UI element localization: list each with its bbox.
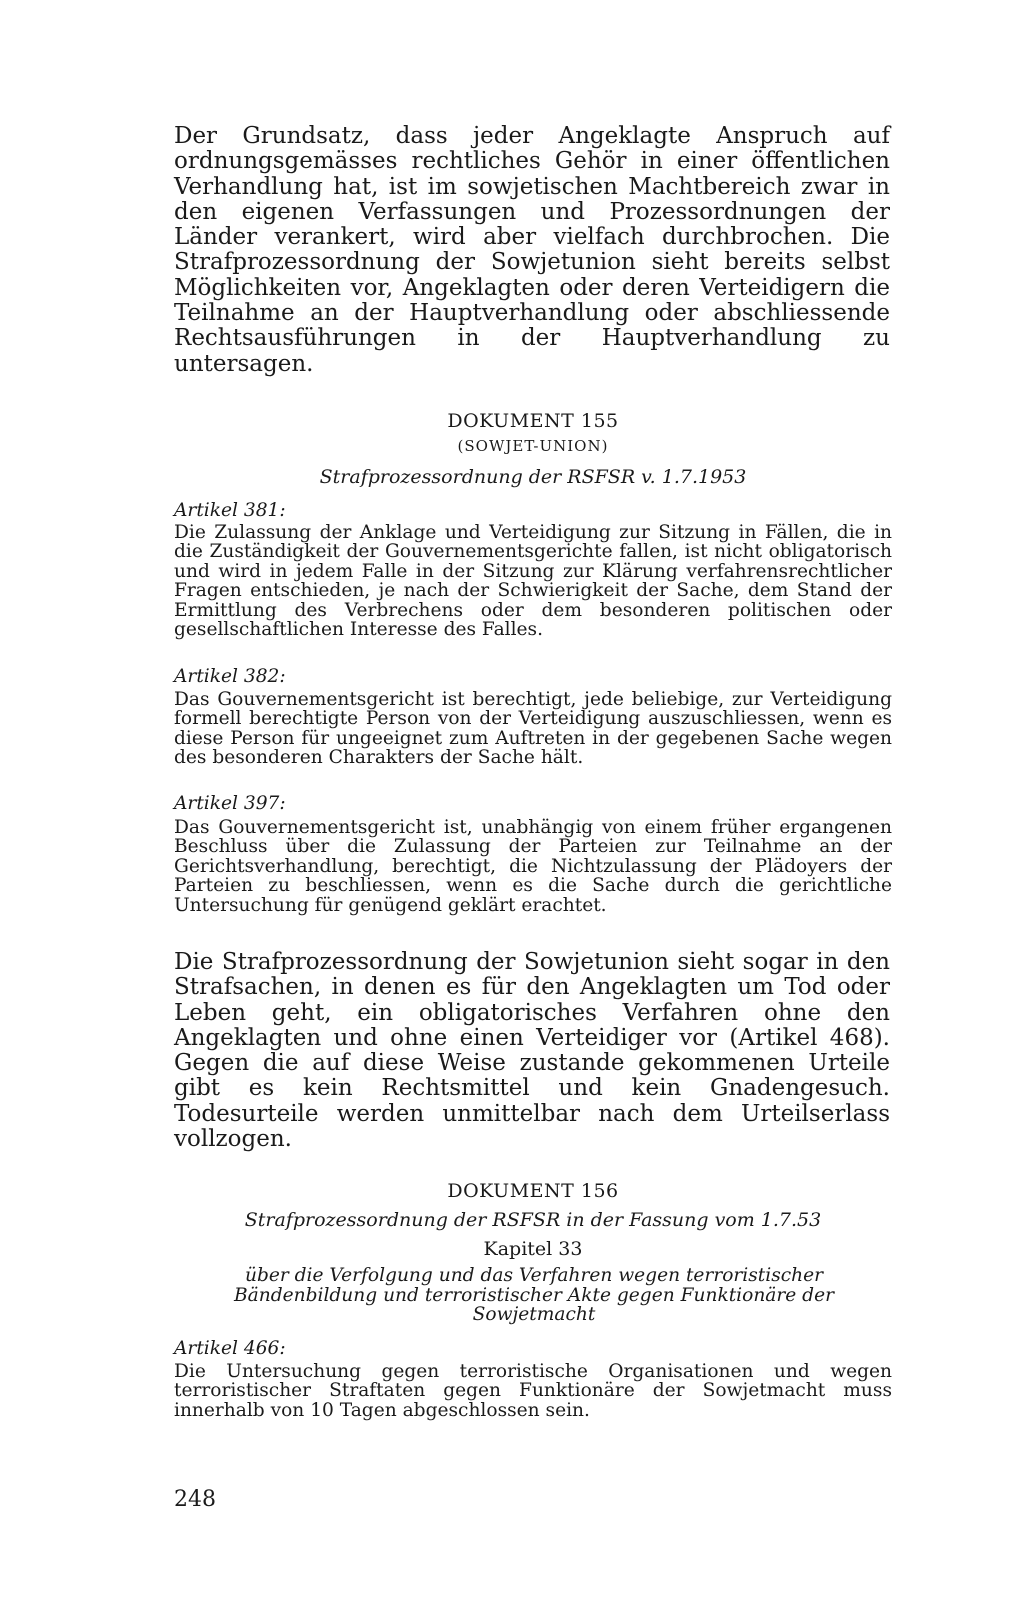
doc156-source: Strafprozessordnung der RSFSR in der Fassung vom 1.7.53: [244, 1209, 822, 1231]
article-466-label: Artikel 466:: [174, 1338, 286, 1359]
doc156-title: DOKUMENT 156: [447, 1180, 619, 1202]
intro-paragraph: Der Grundsatz, dass jeder Angeklagte Anspruch auf ordnungsgemässes rechtliches Gehör in einer öffentlichen Verhandlung hat, ist im sowjetischen Machtbereich zwar in den eigenen Verfassungen und Prozessordnungen der Länder verankert, wird aber vielfach durchbrochen. Die Strafprozessordnung der Sowjetunion sieht bereits selbst Möglichkeiten vor, Angeklagten oder deren Verteidigern die Teilnahme an der Hauptverhandlung oder abschliessende Rechtsausführungen in der Hauptverhandlung zu untersagen.: [174, 123, 890, 377]
article-397-text: Das Gouvernementsgericht ist, unabhängig von einem früher ergangenen Beschluss über die Zulassung der Parteien zur Teilnahme an der Gerichtsverhandlung, berechtigt, die Nichtzulassung der Plädoyers der Parteien zu beschliessen, wenn es die Sache durch die gerichtliche Untersuchung für genügend geklärt erachtet.: [174, 817, 892, 916]
middle-paragraph: Die Strafprozessordnung der Sowjetunion sieht sogar in den Strafsachen, in denen es für den Angeklagten um Tod oder Leben geht, ein obligatorisches Verfahren ohne den Angeklagten und ohne einen Verteidiger vor (Artikel 468). Gegen die auf diese Weise zustande gekommenen Urteile gibt es kein Rechtsmittel und kein Gnadengesuch. Todesurteile werden unmittelbar nach dem Urteilserlass vollzogen.: [174, 949, 890, 1153]
doc155-subtitle: (SOWJET-UNION): [457, 437, 609, 455]
doc155-title: DOKUMENT 155: [447, 410, 619, 432]
article-382-label: Artikel 382:: [174, 666, 286, 687]
doc155-source: Strafprozessordnung der RSFSR v. 1.7.1953: [319, 466, 747, 488]
article-466-text: Die Untersuchung gegen terroristische Organisationen und wegen terroristischer Straftaten gegen Funktionäre der Sowjetmacht muss innerhalb von 10 Tagen abgeschlossen sein.: [174, 1361, 892, 1421]
article-381-text: Die Zulassung der Anklage und Verteidigung zur Sitzung in Fällen, die in die Zuständigkeit der Gouvernementsgerichte fallen, ist nicht obligatorisch und wird in jedem Falle in der Sitzung zur Klärung verfahrensrechtlicher Fragen entschieden, je nach der Schwierigkeit der Sache, dem Stand der Ermittlung des Verbrechens oder dem besonderen politischen oder gesellschaftlichen Interesse des Falles.: [174, 522, 892, 641]
doc156-chapter: Kapitel 33: [483, 1238, 583, 1260]
page-number: 248: [174, 1487, 216, 1512]
doc156-chapter-title: über die Verfolgung und das Verfahren wegen terroristischer Bändenbildung und terroristischer Akte gegen Funktionäre der Sowjetmacht: [234, 1265, 834, 1325]
article-397-label: Artikel 397:: [174, 793, 286, 814]
article-382-text: Das Gouvernementsgericht ist berechtigt, jede beliebige, zur Verteidigung formell berechtigte Person von der Verteidigung auszuschliessen, wenn es diese Person für ungeeignet zum Auftreten in der gegebenen Sache wegen des besonderen Charakters der Sache hält.: [174, 689, 892, 769]
article-381-label: Artikel 381:: [174, 500, 286, 521]
